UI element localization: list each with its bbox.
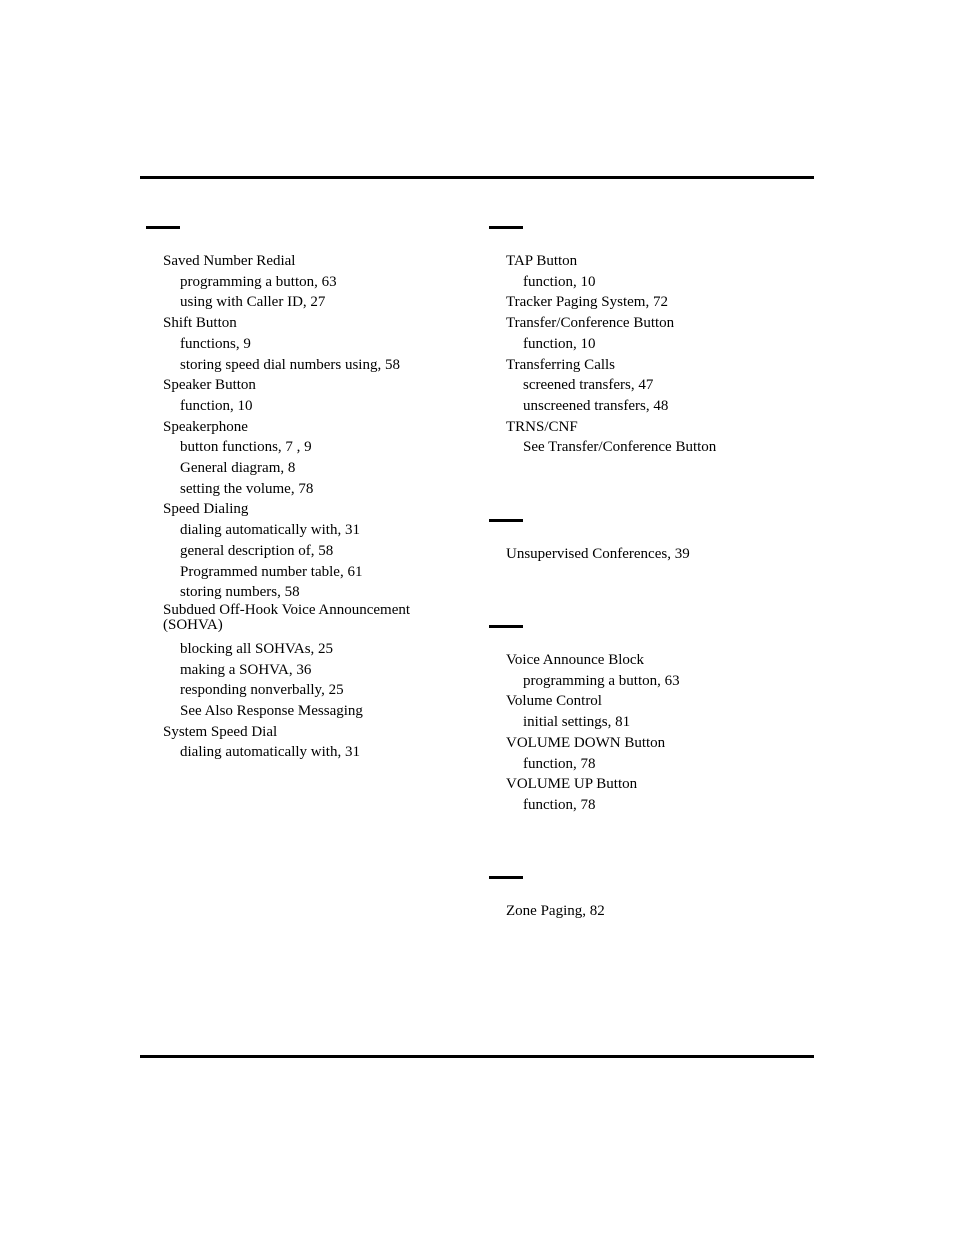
- index-subentry: using with Caller ID, 27: [180, 294, 326, 311]
- index-subentry: programming a button, 63: [180, 273, 337, 290]
- index-entry: Zone Paging, 82: [506, 903, 605, 919]
- index-entry: Unsupervised Conferences, 39: [506, 546, 690, 562]
- index-subentry: functions, 9: [180, 335, 251, 352]
- index-entry: System Speed Dial: [163, 723, 278, 740]
- index-entry: Speed Dialing: [163, 501, 249, 518]
- index-subentry: general description of, 58: [180, 542, 334, 559]
- index-entry: Speaker Button: [163, 377, 256, 394]
- index-subentry: function, 10: [523, 335, 596, 352]
- index-subentry: making a SOHVA, 36: [180, 661, 312, 678]
- index-entry: Saved Number Redial: [163, 253, 296, 269]
- index-subentry: function, 78: [523, 755, 596, 772]
- index-subentry: Programmed number table, 61: [180, 563, 363, 580]
- index-subentry: button functions, 7 , 9: [180, 439, 312, 456]
- index-entry: Tracker Paging System, 72: [506, 294, 668, 311]
- index-entry: Shift Button: [163, 315, 237, 332]
- index-entry: Transferring Calls: [506, 356, 616, 373]
- index-subentry: function, 10: [523, 273, 596, 290]
- index-subentry: programming a button, 63: [523, 672, 680, 689]
- index-subentry: dialing automatically with, 31: [180, 522, 360, 539]
- index-subentry: function, 78: [523, 796, 596, 813]
- index-entry: Transfer/Conference Button: [506, 315, 675, 332]
- index-section-u: [506, 544, 806, 565]
- index-subentry: initial settings, 81: [523, 714, 631, 731]
- index-entry: TAP Button: [506, 253, 578, 269]
- index-entry: TRNS/CNF: [506, 418, 578, 435]
- index-column-left: [163, 251, 463, 763]
- index-section-z: [506, 901, 806, 922]
- index-subentry: blocking all SOHVAs, 25: [180, 640, 334, 657]
- index-subentry: General diagram, 8: [180, 460, 296, 477]
- index-section-v: [506, 650, 806, 816]
- section-marker-t: [489, 226, 523, 229]
- index-subentry: function, 10: [180, 397, 253, 414]
- index-entry: Voice Announce Block: [506, 652, 645, 668]
- index-section-t: [506, 251, 806, 458]
- index-subentry: storing speed dial numbers using, 58: [180, 356, 400, 373]
- index-subentry: screened transfers, 47: [523, 377, 654, 394]
- section-marker-z: [489, 876, 523, 879]
- index-entry: VOLUME UP Button: [506, 776, 638, 793]
- header-rule: [140, 176, 814, 179]
- section-marker-v: [489, 625, 523, 628]
- index-subentry: See Also Response Messaging: [180, 703, 363, 720]
- index-entry: VOLUME DOWN Button: [506, 734, 666, 751]
- index-entry: Subdued Off-Hook Voice Announcement (SOHVA): [163, 601, 411, 634]
- index-subentry: storing numbers, 58: [180, 584, 300, 601]
- index-entry: Volume Control: [506, 693, 602, 710]
- index-entry: Speakerphone: [163, 418, 248, 435]
- index-subentry: See Transfer/Conference Button: [523, 439, 717, 456]
- index-subentry: unscreened transfers, 48: [523, 397, 669, 414]
- section-marker-u: [489, 519, 523, 522]
- footer-rule: [140, 1055, 814, 1058]
- index-subentry: dialing automatically with, 31: [180, 744, 360, 761]
- section-marker-s: [146, 226, 180, 229]
- index-subentry: setting the volume, 78: [180, 480, 314, 497]
- index-subentry: responding nonverbally, 25: [180, 682, 344, 699]
